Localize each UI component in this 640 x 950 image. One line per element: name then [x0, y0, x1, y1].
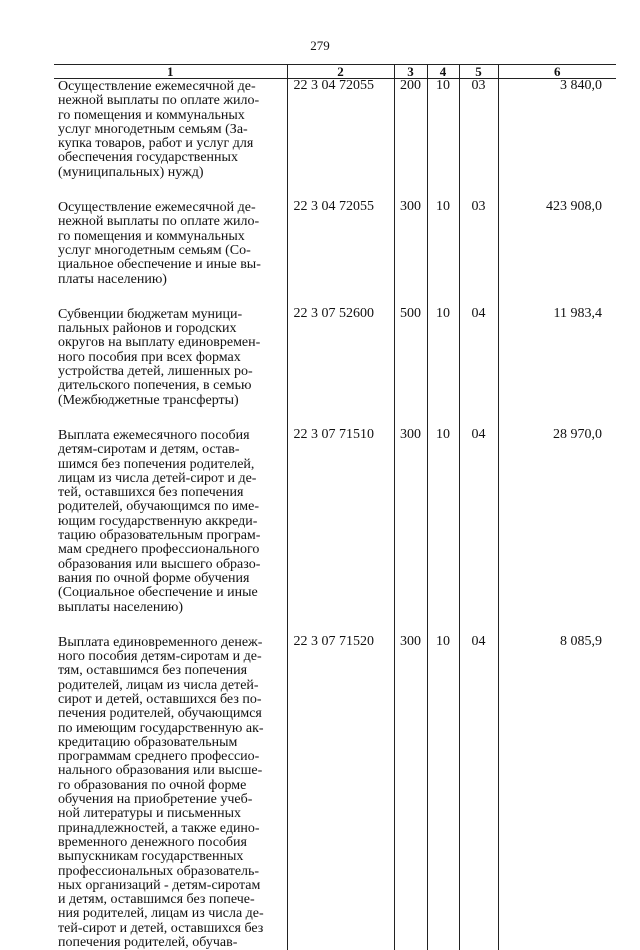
row-name-line: округов на выплату единовремен-	[58, 336, 283, 350]
row-name-line: услуг многодетным семьям (Со-	[58, 244, 283, 258]
row-name-line: шимся без попечения родителей,	[58, 458, 283, 472]
row-name-line: профессиональных образователь-	[58, 865, 283, 879]
header-row	[54, 65, 616, 79]
row-col-5: 04	[459, 635, 498, 950]
spacer-cell	[427, 408, 459, 428]
row-name-line: го помещения и коммунальных	[58, 109, 283, 123]
table-row	[54, 79, 616, 181]
spacer-cell	[287, 287, 394, 307]
row-col-4: 10	[427, 428, 459, 615]
row-name	[54, 79, 287, 181]
row-name-line: ющим государственную аккреди-	[58, 515, 283, 529]
spacer-cell	[498, 287, 616, 307]
row-col-5: 03	[459, 79, 498, 181]
row-name-line: принадлежностей, а также едино-	[58, 822, 283, 836]
column-header-5: 5	[459, 65, 498, 79]
spacer-cell	[427, 287, 459, 307]
row-name-line: обеспечения государственных	[58, 151, 283, 165]
row-name-line: родителей, обучающимся по име-	[58, 500, 283, 514]
row-name-line: услуг многодетным семьям (За-	[58, 123, 283, 137]
spacer-cell	[287, 408, 394, 428]
row-col-3: 500	[394, 307, 427, 408]
row-name-line: и детям, оставшимся без попече-	[58, 893, 283, 907]
row-name-line: выплаты населению)	[58, 601, 283, 615]
row-amount: 11 983,4	[498, 307, 616, 408]
row-amount: 28 970,0	[498, 428, 616, 615]
table-row	[54, 307, 616, 408]
column-header-3: 3	[394, 65, 427, 79]
row-name-line: нежной выплаты по оплате жило-	[58, 94, 283, 108]
spacer-cell	[459, 615, 498, 635]
row-name-line: купка товаров, работ и услуг для	[58, 137, 283, 151]
table-row	[54, 200, 616, 287]
spacer-cell	[459, 180, 498, 200]
row-amount: 3 840,0	[498, 79, 616, 181]
row-name-line: циальное обеспечение и иные вы-	[58, 258, 283, 272]
spacer-cell	[54, 180, 287, 200]
row-name-line: временного денежного пособия	[58, 836, 283, 850]
spacer-cell	[459, 408, 498, 428]
row-spacer	[54, 408, 616, 428]
row-name-line: образования или высшего образо-	[58, 558, 283, 572]
row-code: 22 3 04 72055	[287, 79, 394, 181]
row-name-line: пальных районов и городских	[58, 322, 283, 336]
row-name	[54, 635, 287, 950]
row-col-5: 03	[459, 200, 498, 287]
row-col-3: 300	[394, 200, 427, 287]
row-name-line: устройства детей, лишенных ро-	[58, 365, 283, 379]
table-row	[54, 635, 616, 950]
row-name	[54, 428, 287, 615]
row-name-line: Субвенции бюджетам муници-	[58, 308, 283, 322]
row-name-line: ных организаций - детям-сиротам	[58, 879, 283, 893]
spacer-cell	[394, 180, 427, 200]
row-name-line: лицам из числа детей-сирот и де-	[58, 472, 283, 486]
row-name-line: кредитацию образовательным	[58, 736, 283, 750]
row-name-line: го образования по очной форме	[58, 779, 283, 793]
row-code: 22 3 07 71520	[287, 635, 394, 950]
row-name-line: (муниципальных) нужд)	[58, 166, 283, 180]
row-name	[54, 200, 287, 287]
row-name-line: по имеющим государственную ак-	[58, 722, 283, 736]
row-name-line: ного пособия детям-сиротам и де-	[58, 650, 283, 664]
row-col-3: 200	[394, 79, 427, 181]
row-name-line: дительского попечения, в семью	[58, 379, 283, 393]
spacer-cell	[394, 408, 427, 428]
row-col-4: 10	[427, 200, 459, 287]
row-name-line: печения родителей, обучающимся	[58, 707, 283, 721]
row-name-line: Выплата ежемесячного пособия	[58, 429, 283, 443]
budget-table	[54, 64, 616, 950]
row-code: 22 3 07 52600	[287, 307, 394, 408]
row-col-4: 10	[427, 307, 459, 408]
row-spacer	[54, 287, 616, 307]
row-col-4: 10	[427, 79, 459, 181]
row-spacer	[54, 180, 616, 200]
row-code: 22 3 07 71510	[287, 428, 394, 615]
row-name-line: выпускникам государственных	[58, 850, 283, 864]
row-col-3: 300	[394, 635, 427, 950]
page-number: 279	[0, 38, 640, 54]
spacer-cell	[287, 180, 394, 200]
row-name-line: родителей, лицам из числа детей-	[58, 679, 283, 693]
row-name-line: попечения родителей, обучав-	[58, 936, 283, 950]
spacer-cell	[287, 615, 394, 635]
spacer-cell	[498, 408, 616, 428]
row-name-line: сирот и детей, оставшихся без по-	[58, 693, 283, 707]
row-name-line: мам среднего профессионального	[58, 543, 283, 557]
row-col-3: 300	[394, 428, 427, 615]
table-row	[54, 428, 616, 615]
row-name-line: Осуществление ежемесячной де-	[58, 201, 283, 215]
spacer-cell	[54, 408, 287, 428]
row-name-line: тей, оставшихся без попечения	[58, 486, 283, 500]
row-amount: 423 908,0	[498, 200, 616, 287]
row-col-5: 04	[459, 307, 498, 408]
row-spacer	[54, 615, 616, 635]
column-header-1: 1	[54, 65, 287, 79]
spacer-cell	[427, 615, 459, 635]
spacer-cell	[498, 615, 616, 635]
row-name-line: платы населению)	[58, 273, 283, 287]
spacer-cell	[498, 180, 616, 200]
row-name-line: тям, оставшимся без попечения	[58, 664, 283, 678]
spacer-cell	[54, 615, 287, 635]
row-col-5: 04	[459, 428, 498, 615]
spacer-cell	[394, 615, 427, 635]
row-name-line: го помещения и коммунальных	[58, 230, 283, 244]
table-body	[54, 79, 616, 950]
row-name-line: Осуществление ежемесячной де-	[58, 80, 283, 94]
row-name-line: тей-сирот и детей, оставшихся без	[58, 922, 283, 936]
row-col-4: 10	[427, 635, 459, 950]
row-name-line: Выплата единовременного денеж-	[58, 636, 283, 650]
row-name-line: ной литературы и письменных	[58, 807, 283, 821]
column-header-2: 2	[287, 65, 394, 79]
row-name-line: программам среднего профессио-	[58, 750, 283, 764]
row-name-line: ния родителей, лицам из числа де-	[58, 907, 283, 921]
column-header-4: 4	[427, 65, 459, 79]
row-amount: 8 085,9	[498, 635, 616, 950]
row-name-line: ного пособия при всех формах	[58, 351, 283, 365]
column-header-6: 6	[498, 65, 616, 79]
row-name	[54, 307, 287, 408]
row-name-line: (Социальное обеспечение и иные	[58, 586, 283, 600]
row-name-line: детям-сиротам и детям, остав-	[58, 443, 283, 457]
row-name-line: нежной выплаты по оплате жило-	[58, 215, 283, 229]
row-name-line: нального образования или высше-	[58, 764, 283, 778]
spacer-cell	[459, 287, 498, 307]
spacer-cell	[54, 287, 287, 307]
row-name-line: обучения на приобретение учеб-	[58, 793, 283, 807]
row-name-line: тацию образовательным програм-	[58, 529, 283, 543]
row-name-line: (Межбюджетные трансферты)	[58, 394, 283, 408]
spacer-cell	[394, 287, 427, 307]
row-code: 22 3 04 72055	[287, 200, 394, 287]
spacer-cell	[427, 180, 459, 200]
row-name-line: вания по очной форме обучения	[58, 572, 283, 586]
